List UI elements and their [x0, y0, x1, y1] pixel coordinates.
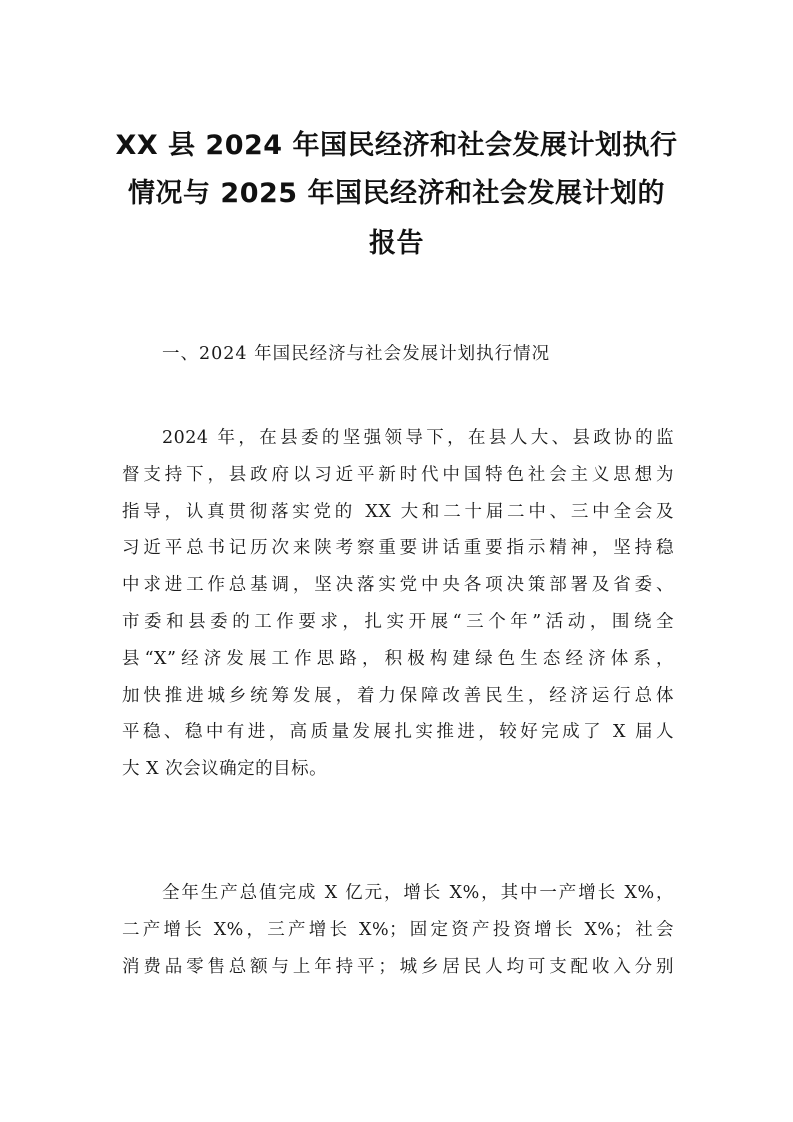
paragraph-2-line: 全年生产总值完成 X 亿元，增长 X%，其中一产增长 X%， — [162, 883, 674, 903]
paragraph-1-line: 2024 年，在县委的坚强领导下，在县人大、县政协的监 — [162, 428, 674, 448]
paragraph-2-line: 二产增长 X%，三产增长 X%；固定资产投资增长 X%；社会 — [122, 919, 674, 940]
paragraph-1-line: 平稳、稳中有进，高质量发展扎实推进，较好完成了 X 届人 — [122, 722, 674, 743]
paragraph-1-line: 大 X 次会议确定的目标。 — [122, 759, 328, 780]
section-heading: 一、2024 年国民经济与社会发展计划执行情况 — [162, 344, 551, 364]
paragraph-1-line: 督支持下，县政府以习近平新时代中国特色社会主义思想为 — [122, 464, 674, 485]
paragraph-1-line: 加快推进城乡统筹发展，着力保障改善民生，经济运行总体 — [122, 685, 674, 706]
document-title-line-1: XX 县 2024 年国民经济和社会发展计划执行 — [115, 130, 678, 161]
paragraph-2 — [122, 875, 674, 985]
paragraph-1-line: 县“X”经济发展工作思路，积极构建绿色生态经济体系， — [122, 648, 674, 669]
paragraph-1 — [122, 420, 674, 788]
paragraph-1-line: 指导，认真贯彻落实党的 XX 大和二十届二中、三中全会及 — [122, 501, 674, 522]
paragraph-1-line: 中求进工作总基调，坚决落实党中央各项决策部署及省委、 — [122, 575, 674, 596]
document-title-line-2: 情况与 2025 年国民经济和社会发展计划的 — [128, 178, 665, 209]
paragraph-1-line: 习近平总书记历次来陕考察重要讲话重要指示精神，坚持稳 — [122, 538, 674, 559]
paragraph-2-line: 消费品零售总额与上年持平；城乡居民人均可支配收入分别 — [122, 956, 674, 977]
paragraph-1-line: 市委和县委的工作要求，扎实开展“三个年”活动，围绕全 — [122, 611, 674, 632]
document-title-line-3: 报告 — [369, 228, 424, 259]
